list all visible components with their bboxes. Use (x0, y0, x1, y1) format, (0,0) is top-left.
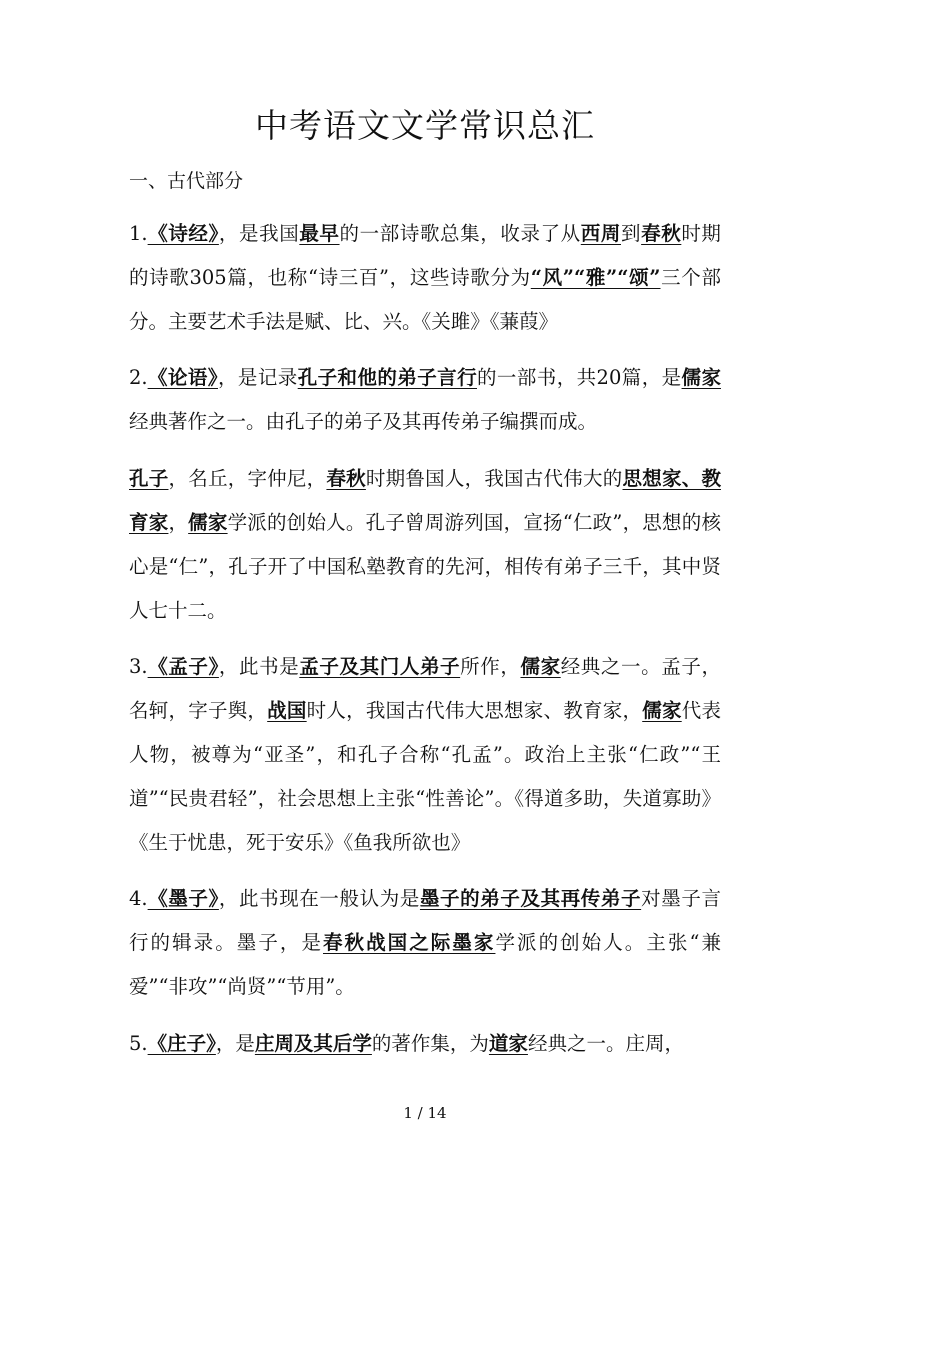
page-number: 1 / 14 (403, 1104, 447, 1122)
emphasized-term: 西周 (580, 222, 621, 245)
text-run: ，此书现在一般认为是 (218, 887, 420, 910)
paragraph-kongzi (129, 457, 721, 633)
text-run: 的一部书，共20篇，是 (477, 366, 682, 389)
text-run: ，是 (215, 1032, 255, 1055)
text-run: 3. (129, 655, 148, 678)
text-run: 时期鲁国人，我国古代伟大的 (365, 467, 623, 490)
text-run: 经典之一。孟子，名轲，字子舆， (129, 655, 721, 722)
section-heading: 一、古代部分 (129, 170, 244, 192)
text-run: 经典之一。庄周， (527, 1032, 684, 1055)
emphasized-term: 孔子 (129, 467, 169, 490)
text-run: ，此书是 (218, 655, 300, 678)
emphasized-term: 《诗经》 (147, 222, 219, 245)
emphasized-term: 战国 (267, 699, 307, 722)
emphasized-term: 《庄子》 (147, 1032, 216, 1055)
text-run: 2. (129, 366, 148, 389)
paragraph-lunyu (129, 356, 721, 444)
emphasized-term: 思想家、教育家 (129, 467, 721, 534)
text-run: 1. (129, 222, 148, 245)
text-run: 5. (129, 1032, 148, 1055)
emphasized-term: 儒家 (188, 511, 228, 534)
emphasized-term: 《论语》 (147, 366, 218, 389)
text-run: ，名丘，字仲尼， (168, 467, 327, 490)
emphasized-term: 《墨子》 (147, 887, 219, 910)
text-run: ，是记录 (217, 366, 298, 389)
emphasized-term: 儒家 (520, 655, 561, 678)
text-run: 时期的诗歌305篇，也称“诗三百”，这些诗歌分为 (129, 222, 721, 289)
document-title: 中考语文文学常识总汇 (255, 106, 595, 145)
text-run: 学派的创始人。孔子曾周游列国，宣扬“仁政”，思想的核心是“仁”，孔子开了中国私塾教育的先河，相传有弟子三千，其中贤人七十二。 (129, 511, 721, 622)
text-run: 学派的创始人。主张“兼爱”“非攻”“尚贤”“节用”。 (129, 931, 721, 998)
text-run: ，是我国 (218, 222, 300, 245)
text-run: 对墨子言行的辑录。墨子，是 (129, 887, 721, 954)
text-run: 三个部分。主要艺术手法是赋、比、兴。《关雎》《蒹葭》 (129, 266, 721, 333)
emphasized-term: 墨子的弟子及其再传弟子 (419, 887, 642, 910)
text-run: 的著作集，为 (371, 1032, 489, 1055)
text-run: 的一部诗歌总集，收录了从 (339, 222, 581, 245)
emphasized-term: 儒家 (681, 366, 721, 389)
text-run: 4. (129, 887, 148, 910)
emphasized-term: “风”“雅”“颂” (530, 266, 661, 289)
paragraph-mozi (129, 877, 721, 1009)
emphasized-term: 春秋 (641, 222, 682, 245)
emphasized-term: 孔子和他的弟子言行 (297, 366, 477, 389)
emphasized-term: 《孟子》 (147, 655, 219, 678)
emphasized-term: 孟子及其门人弟子 (299, 655, 461, 678)
text-run: 代表人物，被尊为“亚圣”，和孔子合称“孔孟”。政治上主张“仁政”“王道”“民贵君轻”，社会思想上主张“性善论”。《得道多助，失道寡助》《生于忧患，死于安乐》《鱼我所欲也》 (129, 699, 721, 854)
paragraph-zhuangzi (129, 1022, 721, 1066)
paragraph-mengzi (129, 645, 721, 865)
paragraph-shijing (129, 212, 721, 344)
emphasized-term: 道家 (488, 1032, 528, 1055)
emphasized-term: 春秋 (326, 467, 366, 490)
text-run: 所作， (460, 655, 521, 678)
emphasized-term: 春秋战国之际墨家 (323, 931, 496, 954)
emphasized-term: 儒家 (642, 699, 682, 722)
emphasized-term: 最早 (299, 222, 340, 245)
text-run: 经典著作之一。由孔子的弟子及其再传弟子编撰而成。 (129, 410, 598, 433)
emphasized-term: 庄周及其后学 (254, 1032, 372, 1055)
text-run: ， (168, 511, 189, 534)
text-run: 到 (621, 222, 642, 245)
text-run: 时人，我国古代伟大思想家、教育家， (306, 699, 643, 722)
